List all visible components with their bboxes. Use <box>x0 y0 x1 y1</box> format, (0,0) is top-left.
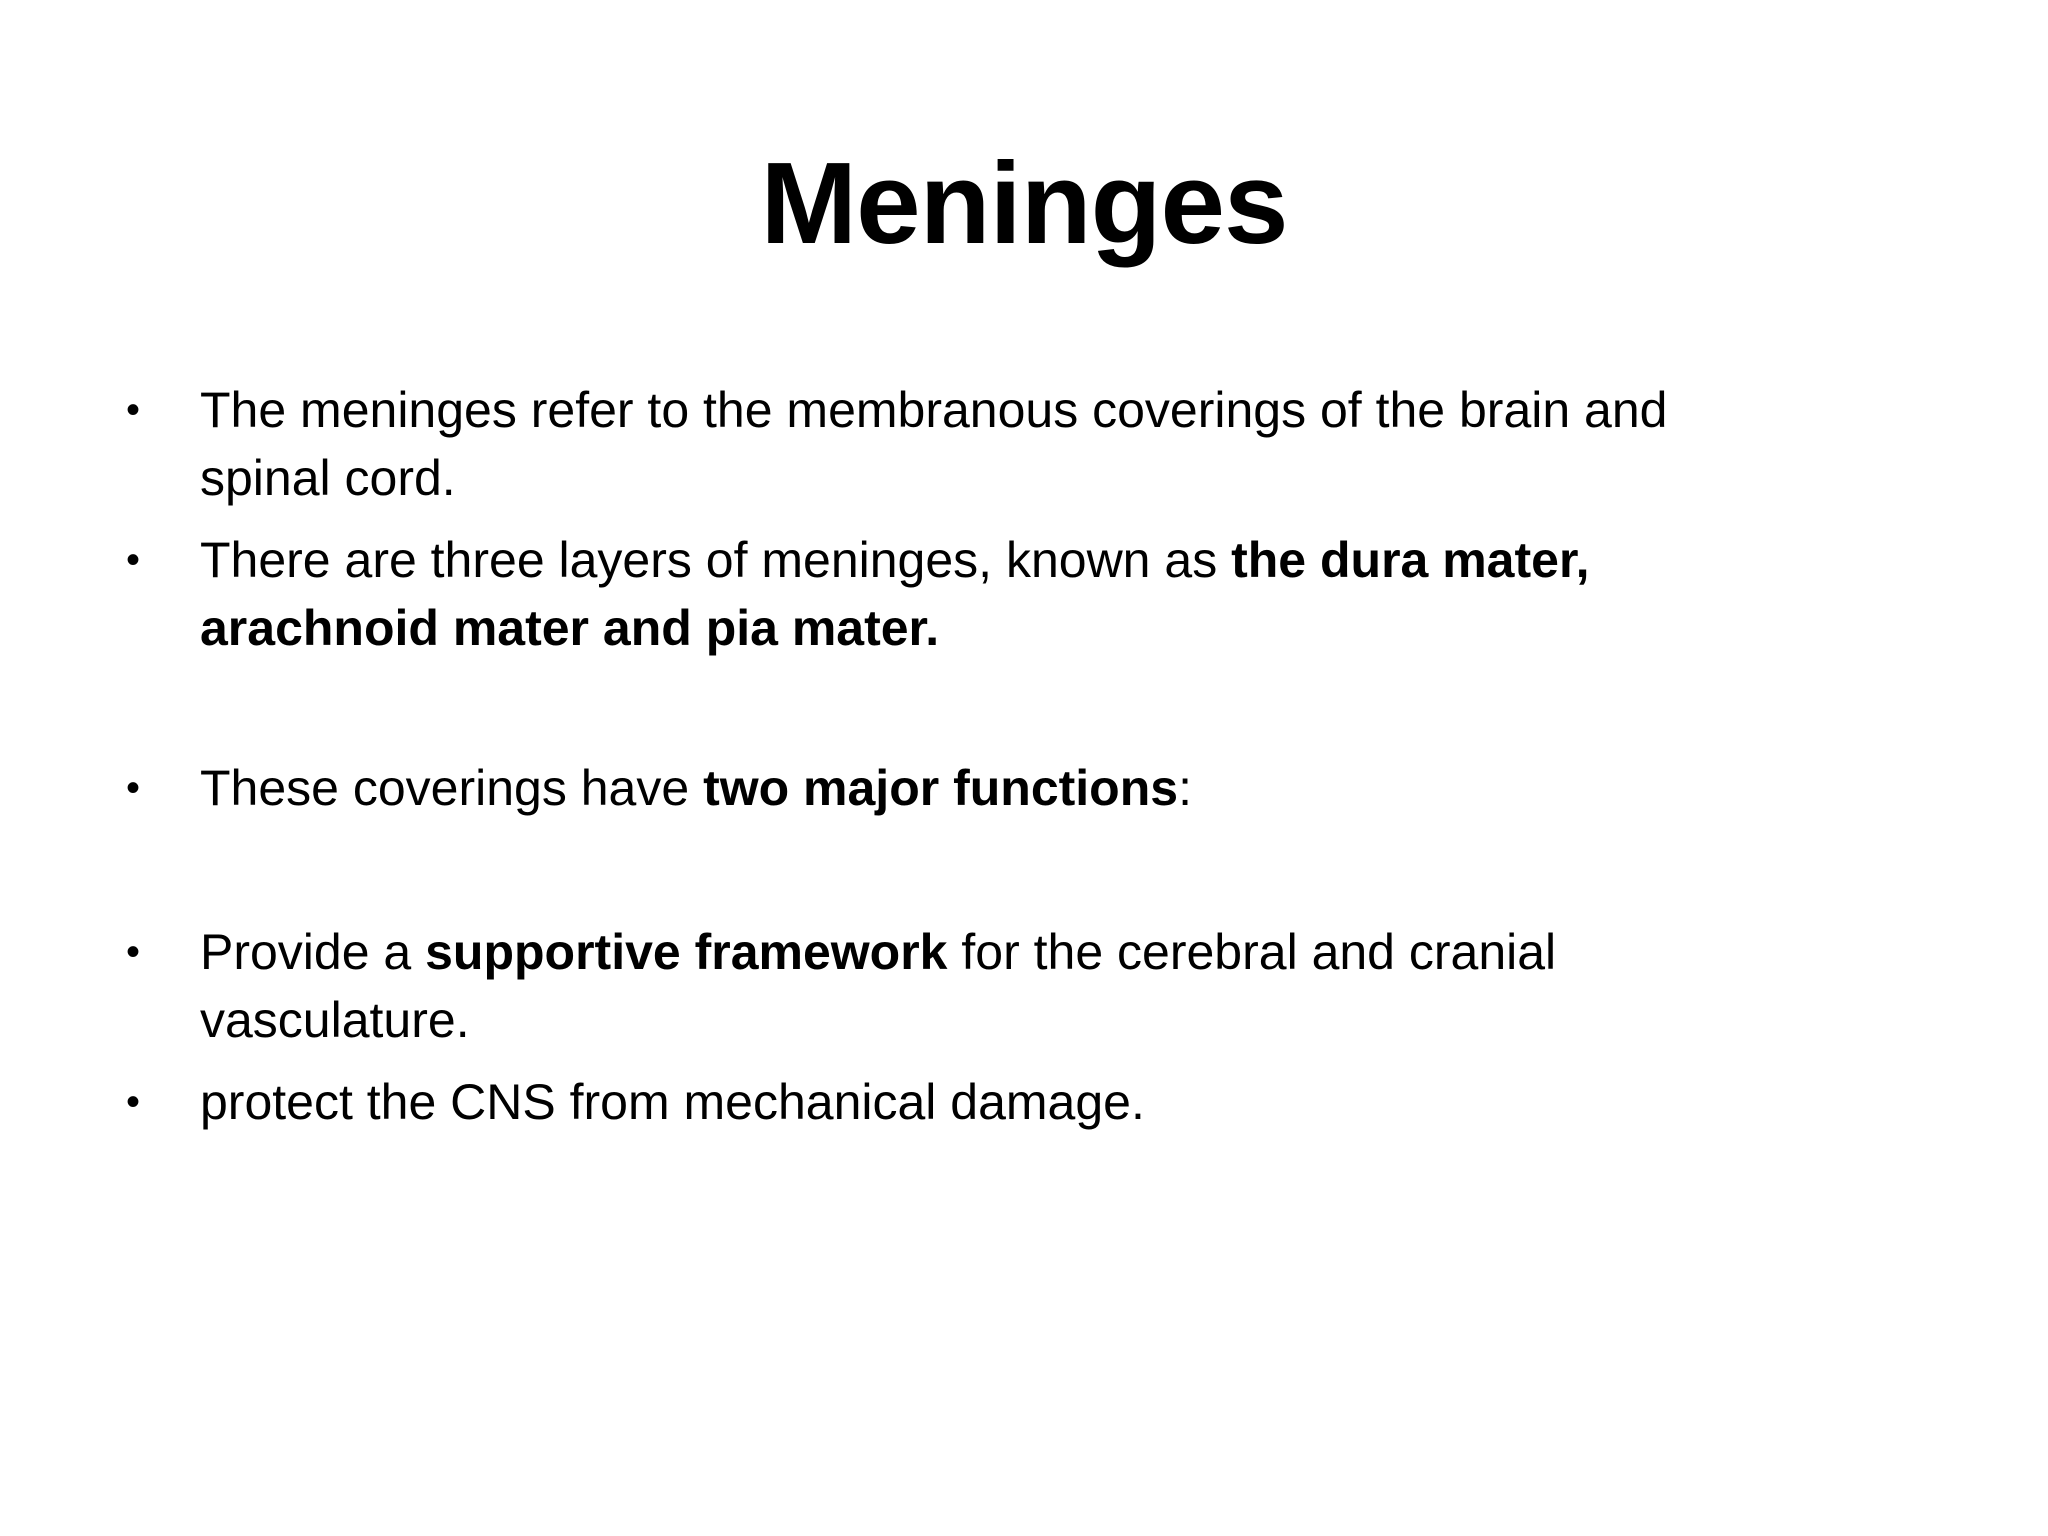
bullet-icon: • <box>126 930 141 974</box>
bullet-text-bold: two major functions <box>703 760 1179 816</box>
bullet-item <box>126 1068 1780 1136</box>
bullet-text-bold: the dura mater, arachnoid mater and pia mater. <box>200 532 1590 656</box>
bullet-text: These coverings have <box>200 760 704 816</box>
bullet-text: There are three layers of meninges, known as <box>200 532 1232 588</box>
bullet-text: : <box>1178 760 1192 816</box>
bullet-text: Provide a <box>200 924 426 980</box>
bullet-text-bold: supportive framework <box>425 924 948 980</box>
bullet-item <box>126 376 1780 512</box>
bullet-icon: • <box>126 388 141 432</box>
bullet-icon: • <box>126 766 141 810</box>
bullet-item <box>126 754 1780 822</box>
bullet-text: protect the CNS from mechanical damage. <box>200 1074 1145 1130</box>
bullet-icon: • <box>126 538 141 582</box>
slide-title: Meninges <box>760 138 1288 268</box>
bullet-item <box>126 918 1780 1054</box>
bullet-text: The meninges refer to the membranous coverings of the brain and spinal cord. <box>200 382 1668 506</box>
bullet-icon: • <box>126 1080 141 1124</box>
bullet-text: for the cerebral and cranial vasculature. <box>200 924 1557 1048</box>
bullet-item <box>126 526 1780 662</box>
